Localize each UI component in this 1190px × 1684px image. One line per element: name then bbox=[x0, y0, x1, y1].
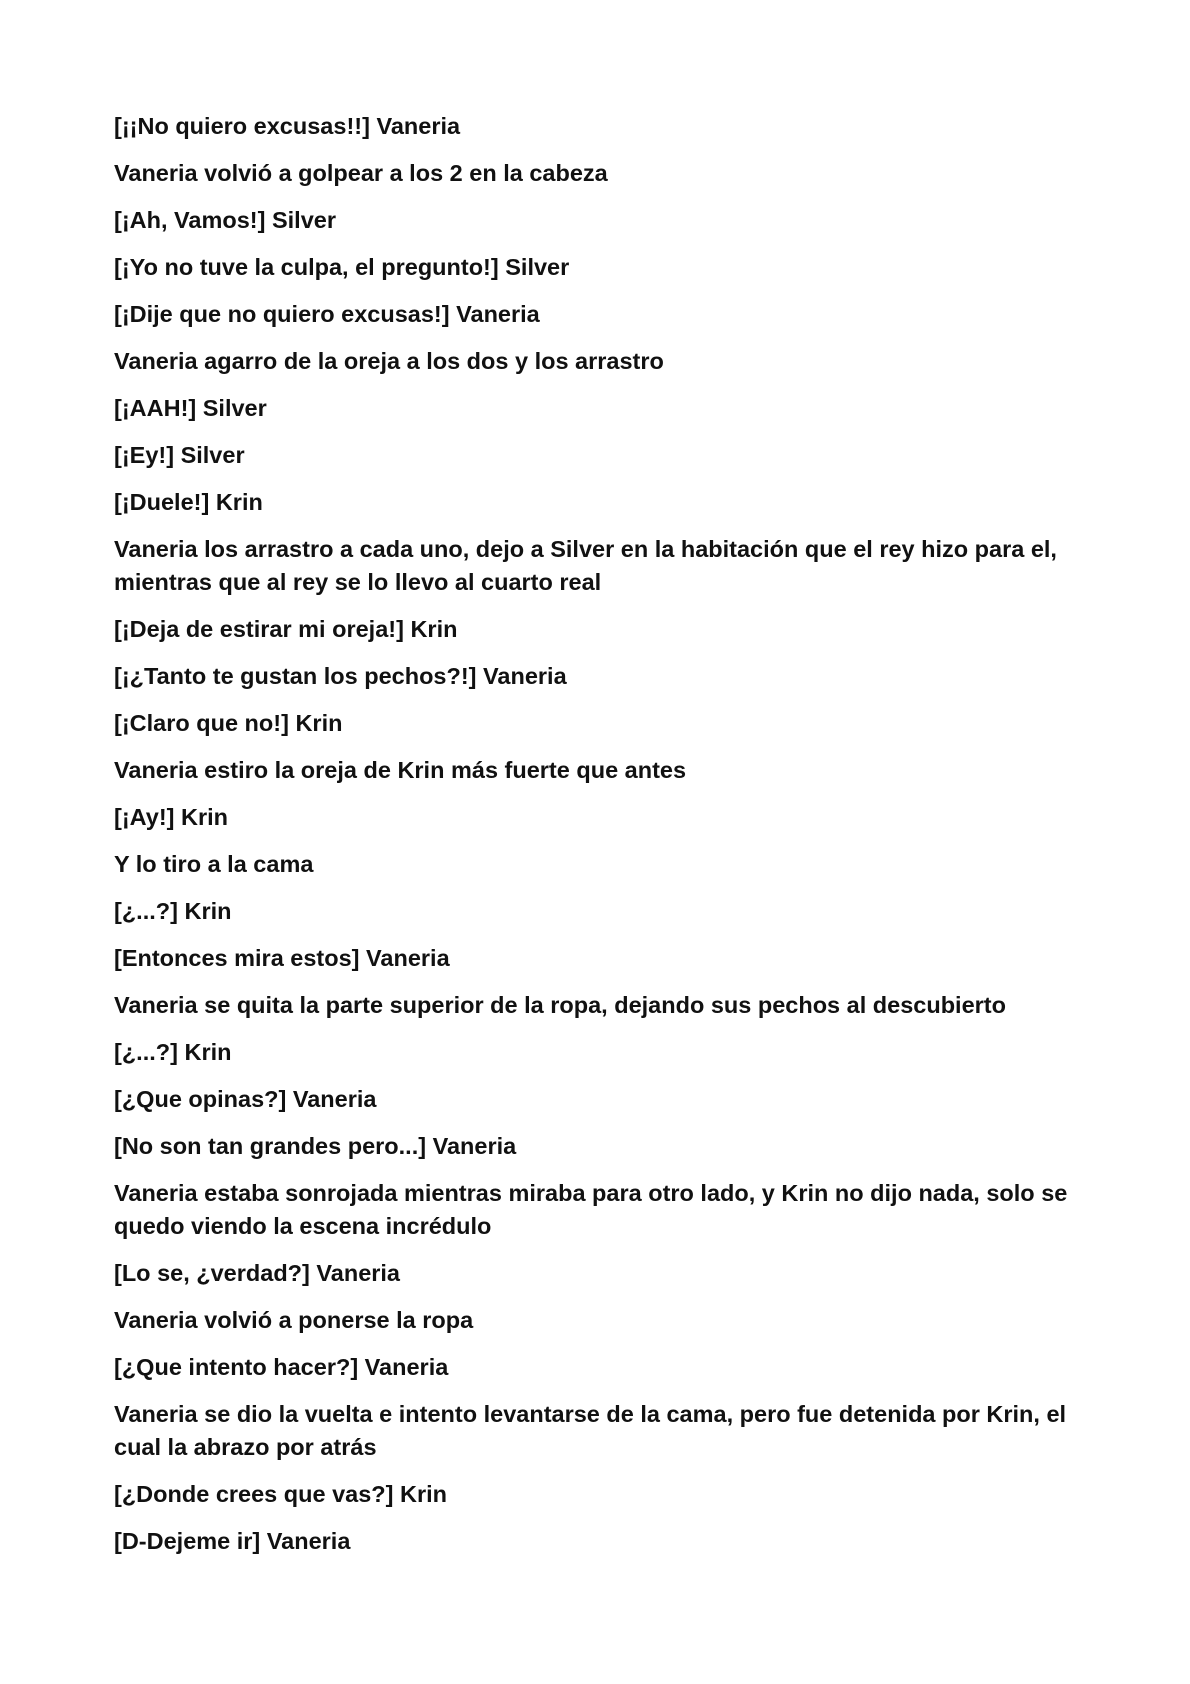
paragraph: Vaneria volvió a ponerse la ropa bbox=[114, 1307, 474, 1333]
paragraph: [¡Ay!] Krin bbox=[114, 804, 229, 830]
paragraph: [¿Que opinas?] Vaneria bbox=[114, 1086, 377, 1112]
paragraph: [¿...?] Krin bbox=[114, 898, 232, 924]
paragraph: Vaneria volvió a golpear a los 2 en la cabeza bbox=[114, 160, 608, 186]
paragraph: [No son tan grandes pero...] Vaneria bbox=[114, 1133, 517, 1159]
paragraph: [¡¿Tanto te gustan los pechos?!] Vaneria bbox=[114, 663, 567, 689]
paragraph: Y lo tiro a la cama bbox=[114, 851, 314, 877]
paragraph: Vaneria estiro la oreja de Krin más fuerte que antes bbox=[114, 757, 687, 783]
paragraph: Vaneria se dio la vuelta e intento levantarse de la cama, pero fue detenida por Krin, el cual la abrazo por atrás bbox=[114, 1401, 1067, 1460]
paragraph: Vaneria los arrastro a cada uno, dejo a Silver en la habitación que el rey hizo para el, mientras que al rey se lo llevo al cuarto real bbox=[114, 536, 1057, 595]
paragraph: [D-Dejeme ir] Vaneria bbox=[114, 1528, 351, 1554]
paragraph: [¿Que intento hacer?] Vaneria bbox=[114, 1354, 449, 1380]
paragraph: [¡Yo no tuve la culpa, el pregunto!] Silver bbox=[114, 254, 570, 280]
paragraph: [¿...?] Krin bbox=[114, 1039, 232, 1065]
paragraph: [¡Deja de estirar mi oreja!] Krin bbox=[114, 616, 458, 642]
paragraph: Vaneria agarro de la oreja a los dos y los arrastro bbox=[114, 348, 664, 374]
paragraph: [¡¡No quiero excusas!!] Vaneria bbox=[114, 113, 461, 139]
paragraph: Vaneria se quita la parte superior de la ropa, dejando sus pechos al descubierto bbox=[114, 992, 1006, 1018]
paragraph: [¡Ah, Vamos!] Silver bbox=[114, 207, 336, 233]
paragraph: [Entonces mira estos] Vaneria bbox=[114, 945, 450, 971]
paragraph: [Lo se, ¿verdad?] Vaneria bbox=[114, 1260, 401, 1286]
paragraph: Vaneria estaba sonrojada mientras miraba para otro lado, y Krin no dijo nada, solo se quedo viendo la escena incrédulo bbox=[114, 1180, 1068, 1239]
paragraph: [¡Duele!] Krin bbox=[114, 489, 263, 515]
paragraph: [¡Dije que no quiero excusas!] Vaneria bbox=[114, 301, 540, 327]
paragraph: [¡Ey!] Silver bbox=[114, 442, 245, 468]
document-body bbox=[114, 110, 1094, 1572]
paragraph: [¡AAH!] Silver bbox=[114, 395, 267, 421]
paragraph: [¡Claro que no!] Krin bbox=[114, 710, 343, 736]
paragraph: [¿Donde crees que vas?] Krin bbox=[114, 1481, 447, 1507]
